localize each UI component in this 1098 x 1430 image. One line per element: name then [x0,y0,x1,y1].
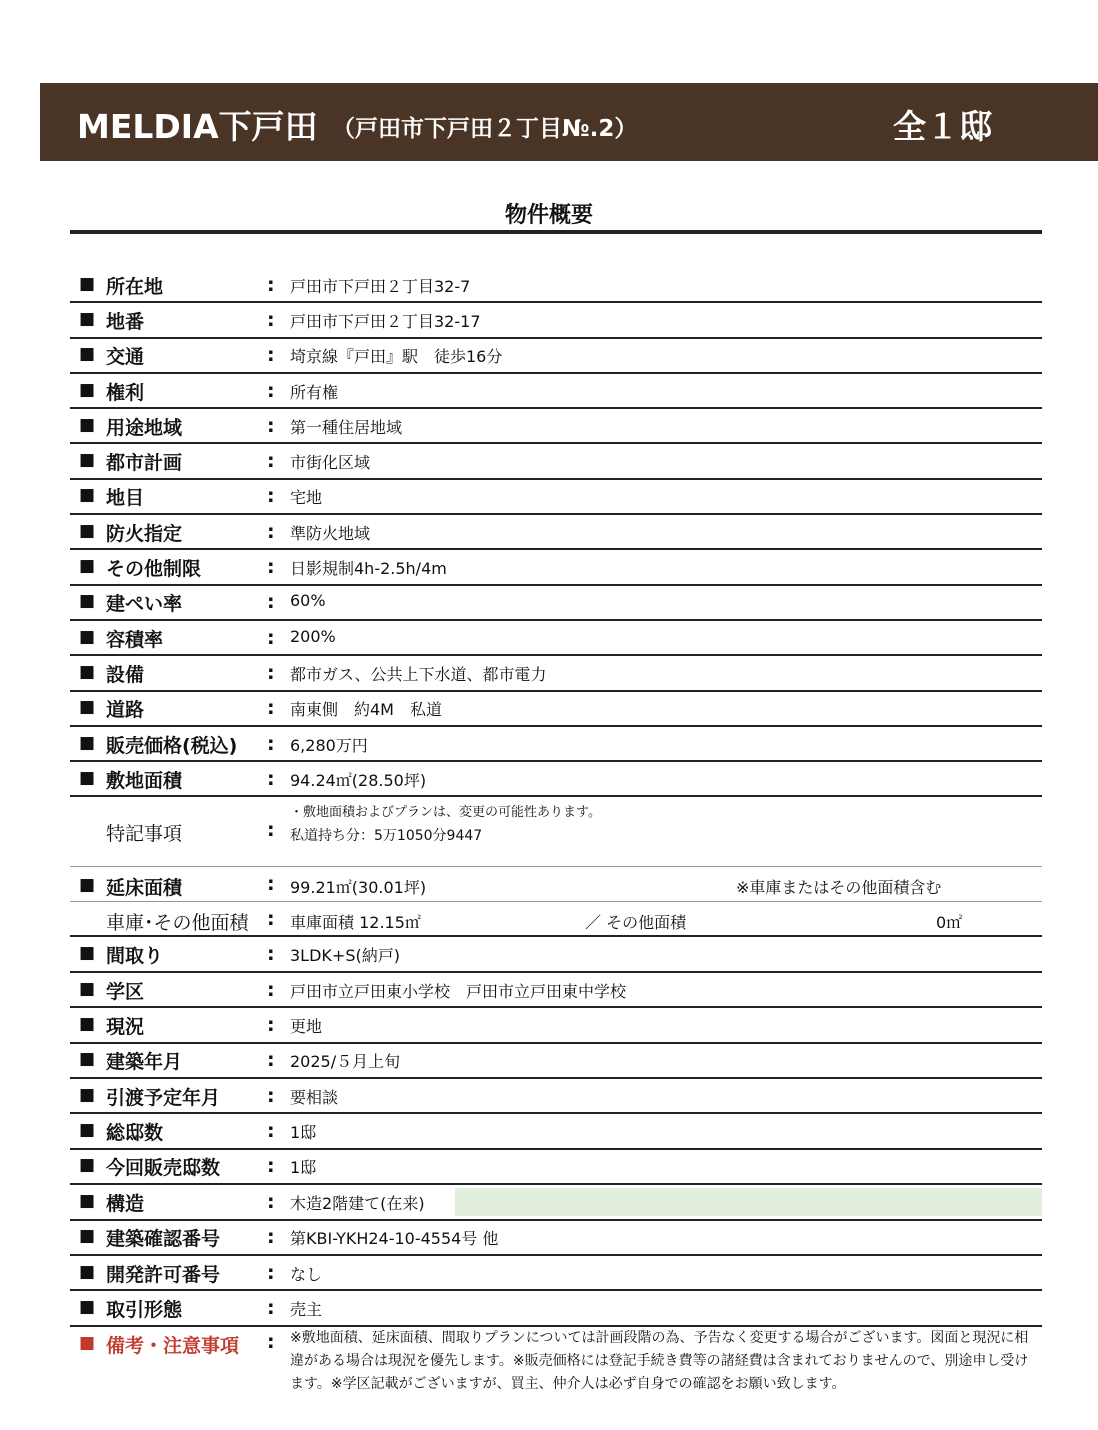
special-notes-row [70,797,1042,867]
bullet-icon: ■ [79,273,96,294]
bullet-icon: ■ [79,1332,96,1353]
property-row [70,1256,1042,1291]
unit-count: 全１邸 [893,107,992,146]
colon: : [267,978,275,1001]
bullet-icon: ■ [79,1049,96,1070]
row-label: 備考・注意事項 [106,1334,240,1357]
property-row [70,268,1042,303]
row-label: 引渡予定年月 [106,1086,221,1109]
bullet-icon: ■ [79,591,96,612]
colon: : [267,414,275,437]
page-heading: 物件概要 [504,203,593,228]
bullet-icon: ■ [79,1155,96,1176]
row-value: 木造2階建て(在来) [290,1193,425,1213]
row-value: 所有権 [290,382,339,402]
special-note-2: 私道持ち分：5万1050分9447 [290,828,483,845]
property-row [70,1114,1042,1149]
colon: : [267,308,275,331]
property-row [70,1079,1042,1114]
property-row [70,409,1042,444]
colon: : [267,819,275,842]
property-row [70,1150,1042,1185]
colon: : [267,697,275,720]
row-value: 更地 [290,1016,323,1036]
row-label: 防火指定 [106,522,183,545]
row-value: 60% [290,591,326,611]
row-value: 南東側 約4M 私道 [290,700,442,720]
bullet-icon: ■ [79,661,96,682]
row-label: 延床面積 [106,877,183,900]
property-row [70,973,1042,1008]
colon: : [267,908,275,931]
bullet-icon: ■ [79,943,96,964]
row-label: 用途地域 [106,416,183,439]
row-label: 所在地 [106,275,164,298]
floor-area-row [70,867,1042,902]
row-label: 構造 [106,1192,145,1215]
bullet-icon: ■ [79,1261,96,1282]
row-label: 都市計画 [106,452,183,475]
bullet-icon: ■ [79,344,96,365]
colon: : [267,1120,275,1143]
property-row [70,586,1042,621]
bullet-icon: ■ [79,767,96,788]
property-row [70,1185,1042,1220]
colon: : [267,344,275,367]
special-note-1: ・敷地面積およびプランは、変更の可能性あります。 [290,805,601,821]
property-row [70,656,1042,691]
remarks-text: ※敷地面積、延床面積、間取りプランについては計画段階の為、予告なく変更する場合がございます。図面と現況に相違がある場合は現況を優先します。※販売価格には登記手続き費等の諸経費は含まれておりませんので、別途申し受けます。※学区記載がございますが、買主、仲介人は必ず自身での確認をお願い致します。 [290,1329,1029,1392]
bullet-icon: ■ [79,1226,96,1247]
colon: : [267,873,275,896]
row-value: 市街化区域 [290,453,371,473]
colon: : [267,450,275,473]
colon: : [267,591,275,614]
bullet-icon: ■ [79,485,96,506]
property-row [70,374,1042,409]
colon: : [267,273,275,296]
row-value: 200% [290,626,336,646]
row-label: 今回販売邸数 [106,1157,221,1180]
row-value: 第KBI-YKH24-10-4554号 他 [290,1229,499,1249]
property-row [70,1044,1042,1079]
property-row [70,303,1042,338]
row-value: 99.21㎡(30.01坪) [290,878,427,898]
property-row [70,1291,1042,1326]
colon: : [267,520,275,543]
row-value: 1邸 [290,1158,317,1178]
bullet-icon: ■ [79,414,96,435]
colon: : [267,767,275,790]
bullet-icon: ■ [79,379,96,400]
row-label: 地番 [106,310,145,333]
row-value: 6,280万円 [290,735,368,755]
row-label: 取引形態 [106,1299,183,1322]
property-row [70,339,1042,374]
row-label: 総邸数 [106,1122,164,1145]
row-label: 建ぺい率 [106,593,183,616]
row-label: 建築年月 [106,1051,183,1074]
colon: : [267,1155,275,1178]
row-value: 要相談 [290,1087,339,1107]
property-row [70,692,1042,727]
colon: : [267,379,275,402]
row-label: 開発許可番号 [106,1263,221,1286]
colon: : [267,626,275,649]
bullet-icon: ■ [79,450,96,471]
row-label: 敷地面積 [106,769,183,792]
bullet-icon: ■ [79,1297,96,1318]
property-row [70,937,1042,972]
colon: : [267,1190,275,1213]
row-label: 間取り [106,945,164,968]
colon: : [267,1226,275,1249]
colon: : [267,1084,275,1107]
bullet-icon: ■ [79,978,96,999]
row-label: 現況 [106,1015,145,1038]
row-value: 日影規制4h-2.5h/4m [290,559,447,579]
bullet-icon: ■ [79,697,96,718]
floor-area-note: ※車庫またはその他面積含む [736,878,942,898]
row-value: 戸田市下戸田２丁目32-17 [290,311,481,331]
row-label: 地目 [106,487,145,510]
other-area-value: 0㎡ [936,913,963,933]
row-value: 1邸 [290,1123,317,1143]
bullet-icon: ■ [79,556,96,577]
title-banner [40,83,1098,161]
property-row [70,727,1042,762]
row-value: 戸田市立戸田東小学校 戸田市立戸田東中学校 [290,981,627,1001]
row-value: 宅地 [290,488,323,508]
bullet-icon: ■ [79,1084,96,1105]
property-row [70,1008,1042,1043]
colon: : [267,732,275,755]
row-label: 建築確認番号 [106,1228,221,1251]
row-label: 交通 [106,346,145,369]
row-value: 売主 [290,1300,323,1320]
bullet-icon: ■ [79,732,96,753]
property-row [70,444,1042,479]
garage-area-value: 車庫面積 12.15㎡ [290,913,421,933]
garage-area-row [70,902,1042,937]
property-table [70,268,1042,1393]
bullet-icon: ■ [79,875,96,896]
heading-divider [70,230,1042,234]
bullet-icon: ■ [79,1190,96,1211]
property-address: （戸田市下戸田２丁目№.2） [332,116,638,142]
property-row [70,762,1042,797]
property-row [70,480,1042,515]
property-row [70,1221,1042,1256]
row-value: 94.24㎡(28.50坪) [290,770,427,790]
row-label: 容積率 [106,628,164,651]
colon: : [267,1261,275,1284]
row-value: 第一種住居地域 [290,417,403,437]
row-label: 学区 [106,980,145,1003]
colon: : [267,661,275,684]
colon: : [267,485,275,508]
row-label: 特記事項 [106,823,183,846]
row-label: 道路 [106,699,145,722]
other-area-label: ／ その他面積 [585,913,687,933]
row-value: 都市ガス、公共上下水道、都市電力 [290,664,547,684]
colon: : [267,1013,275,1036]
colon: : [267,556,275,579]
row-value: なし [290,1264,323,1284]
property-row [70,515,1042,550]
property-row [70,550,1042,585]
bullet-icon: ■ [79,308,96,329]
row-label: 設備 [106,663,145,686]
row-value: 3LDK+S(納戸) [290,946,400,966]
row-value: 2025/５月上旬 [290,1052,401,1072]
bullet-icon: ■ [79,1120,96,1141]
row-label: 権利 [106,381,145,404]
colon: : [267,1049,275,1072]
property-title: MELDIA下戸田 [77,107,318,146]
row-value: 戸田市下戸田２丁目32-7 [290,276,471,296]
property-row [70,621,1042,656]
row-value: 埼京線『戸田』駅 徒歩16分 [290,347,503,367]
row-label: 車庫･その他面積 [106,912,249,935]
colon: : [267,943,275,966]
row-label: その他制限 [106,558,202,581]
bullet-icon: ■ [79,520,96,541]
bullet-icon: ■ [79,1013,96,1034]
row-label: 販売価格(税込) [106,734,238,757]
colon: : [267,1330,275,1353]
remarks-row [70,1327,1042,1393]
row-value: 準防火地域 [290,523,371,543]
bullet-icon: ■ [79,626,96,647]
colon: : [267,1297,275,1320]
